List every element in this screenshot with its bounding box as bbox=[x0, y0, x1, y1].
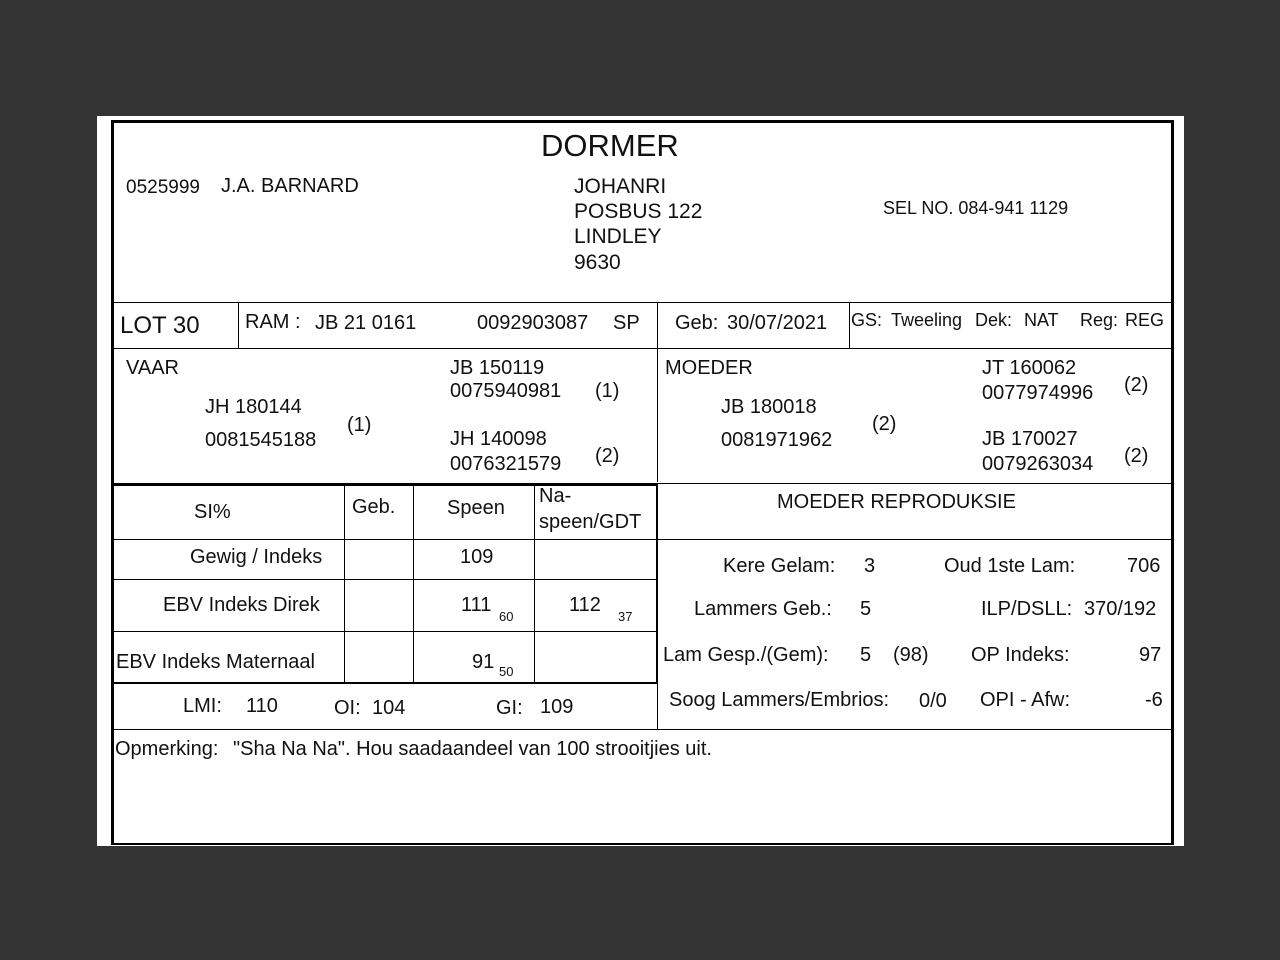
divider bbox=[113, 631, 657, 632]
dek-label: Dek: bbox=[975, 310, 1013, 330]
kere-gelam-value: 3 bbox=[864, 555, 876, 577]
breeder-name: J.A. BARNARD bbox=[221, 175, 359, 197]
lammers-geb-value: 5 bbox=[860, 598, 872, 620]
remark-label: Opmerking: bbox=[115, 738, 219, 760]
sire-mark: (1) bbox=[347, 414, 372, 436]
lammers-geb-label: Lammers Geb.: bbox=[694, 598, 832, 620]
address-line-4: 9630 bbox=[574, 251, 621, 274]
lmi-value: 110 bbox=[246, 695, 278, 717]
lmi-label: LMI: bbox=[183, 695, 222, 717]
soog-label: Soog Lammers/Embrios: bbox=[669, 689, 890, 711]
oud-label: Oud 1ste Lam: bbox=[944, 555, 1076, 577]
dam-dam-id: JB 170027 bbox=[982, 428, 1078, 450]
kere-gelam-label: Kere Gelam: bbox=[723, 555, 836, 577]
birth-label: Geb: bbox=[675, 312, 719, 334]
oud-value: 706 bbox=[1127, 555, 1161, 577]
phone-number: SEL NO. 084-941 1129 bbox=[883, 198, 1069, 218]
divider bbox=[113, 302, 1172, 303]
breed-title: DORMER bbox=[541, 128, 679, 163]
dam-dam-mark: (2) bbox=[1124, 445, 1149, 467]
sire-sire-mark: (1) bbox=[595, 380, 620, 402]
lam-gesp-gem: (98) bbox=[893, 644, 929, 666]
speen-value: 91 bbox=[472, 651, 495, 673]
sire-id: JH 180144 bbox=[205, 396, 302, 418]
address-line-1: JOHANRI bbox=[574, 175, 667, 198]
gi-label: GI: bbox=[496, 697, 523, 719]
dam-id: JB 180018 bbox=[721, 396, 817, 418]
speen-value: 111 bbox=[461, 594, 492, 616]
ram-suffix: SP bbox=[613, 312, 640, 334]
divider bbox=[238, 302, 239, 348]
soog-value: 0/0 bbox=[919, 690, 947, 712]
ram-id: JB 21 0161 bbox=[315, 312, 417, 334]
na-speen-accuracy: 37 bbox=[618, 609, 633, 624]
divider bbox=[657, 539, 1172, 540]
divider bbox=[413, 484, 414, 682]
oi-label: OI: bbox=[334, 697, 361, 719]
dam-number: 0081971962 bbox=[721, 429, 833, 451]
row-label: Gewig / Indeks bbox=[190, 546, 323, 568]
divider bbox=[344, 484, 345, 682]
divider bbox=[849, 302, 850, 348]
dam-label: MOEDER bbox=[665, 357, 753, 379]
sire-dam-mark: (2) bbox=[595, 445, 620, 467]
lam-gesp-value: 5 bbox=[860, 644, 872, 666]
divider bbox=[113, 348, 1172, 349]
lot-number: LOT 30 bbox=[120, 312, 200, 339]
sire-number: 0081545188 bbox=[205, 429, 317, 451]
ilp-value: 370/192 bbox=[1084, 598, 1157, 620]
divider bbox=[113, 729, 1172, 730]
si-header: SI% bbox=[194, 501, 231, 523]
opi-label: OPI - Afw: bbox=[980, 689, 1071, 711]
reg-label: Reg: bbox=[1080, 310, 1119, 330]
sire-sire-id: JB 150119 bbox=[450, 357, 545, 379]
reproduction-title: MOEDER REPRODUKSIE bbox=[777, 491, 1016, 513]
dam-mark: (2) bbox=[872, 413, 897, 435]
si-table-right bbox=[656, 484, 658, 684]
reg-value: REG bbox=[1125, 310, 1165, 330]
cut-off-red-text-trace bbox=[150, 842, 1130, 847]
breeder-number: 0525999 bbox=[126, 177, 200, 198]
divider bbox=[657, 302, 658, 482]
row-label: EBV Indeks Direk bbox=[163, 594, 320, 616]
gs-label: GS: bbox=[851, 310, 883, 330]
na-header: Na- bbox=[539, 485, 572, 507]
sire-dam-id: JH 140098 bbox=[450, 428, 547, 450]
divider bbox=[113, 539, 657, 540]
ram-number: 0092903087 bbox=[477, 312, 589, 334]
divider bbox=[657, 684, 658, 730]
dek-value: NAT bbox=[1024, 310, 1059, 330]
lam-gesp-label: Lam Gesp./(Gem): bbox=[663, 644, 829, 666]
sire-dam-number: 0076321579 bbox=[450, 453, 562, 475]
gi-value: 109 bbox=[540, 696, 574, 718]
op-value: 97 bbox=[1139, 644, 1162, 666]
geb-header: Geb. bbox=[352, 496, 396, 518]
gs-value: Tweeling bbox=[891, 310, 963, 330]
remark-text: "Sha Na Na". Hou saadaandeel van 100 strooitjies uit. bbox=[233, 738, 712, 760]
na-speen-value: 112 bbox=[569, 594, 601, 616]
op-label: OP Indeks: bbox=[971, 644, 1070, 666]
sire-label: VAAR bbox=[126, 357, 179, 379]
si-table-top bbox=[113, 484, 657, 486]
ram-label: RAM : bbox=[245, 311, 301, 333]
ilp-label: ILP/DSLL: bbox=[981, 598, 1073, 620]
opi-value: -6 bbox=[1145, 689, 1163, 711]
sire-sire-number: 0075940981 bbox=[450, 380, 562, 402]
divider bbox=[534, 484, 535, 682]
dam-sire-number: 0077974996 bbox=[982, 382, 1094, 404]
dam-sire-id: JT 160062 bbox=[982, 357, 1077, 379]
dam-dam-number: 0079263034 bbox=[982, 453, 1094, 475]
si-table-bottom bbox=[113, 682, 657, 684]
speen-header: Speen bbox=[447, 497, 505, 519]
oi-value: 104 bbox=[372, 697, 406, 719]
speen-value: 109 bbox=[460, 546, 494, 568]
address-line-2: POSBUS 122 bbox=[574, 200, 703, 223]
speen-accuracy: 50 bbox=[499, 664, 514, 679]
divider bbox=[113, 579, 657, 580]
address-line-3: LINDLEY bbox=[574, 225, 662, 248]
speen-gdt-header: speen/GDT bbox=[539, 511, 642, 533]
speen-accuracy: 60 bbox=[499, 609, 514, 624]
birth-date: 30/07/2021 bbox=[727, 312, 828, 334]
row-label: EBV Indeks Maternaal bbox=[116, 651, 315, 673]
dam-sire-mark: (2) bbox=[1124, 374, 1149, 396]
